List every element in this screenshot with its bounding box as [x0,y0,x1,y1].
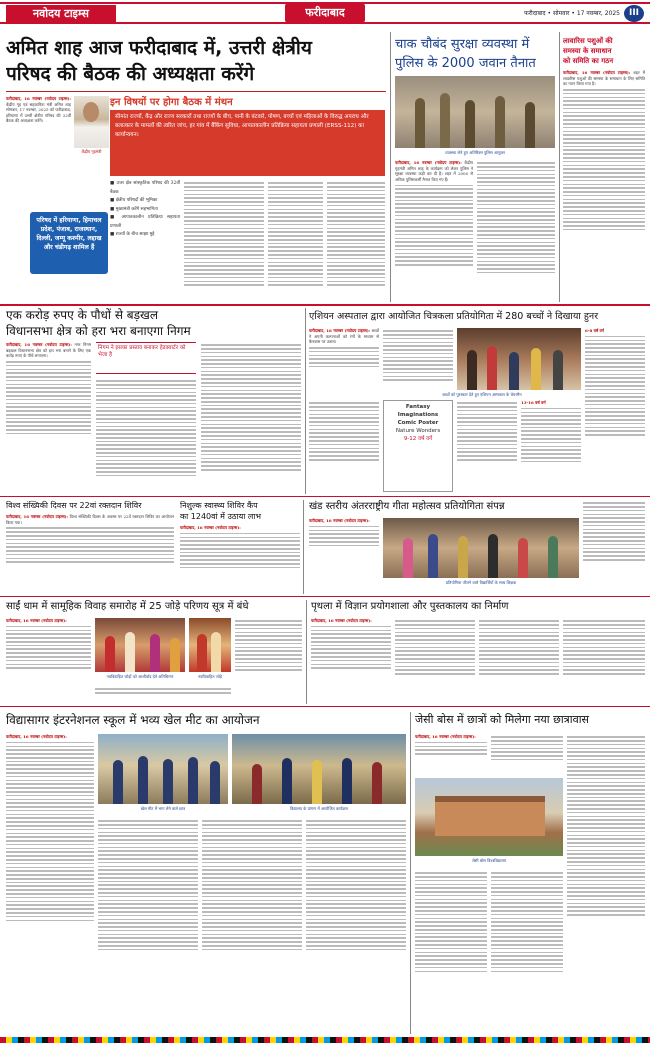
agenda-box: सीमांत राज्यों, केंद्र और राज्य सरकारों तथा राज्यों के बीच, पानी के बंटवारे, पोषण, बच्चों एवं महिलाओं के विरुद्ध अपराध और बलात्कार के मामलों की त्वरित जांच, हर गांव में बैंकिंग सुविधा, आपातकालीन प्रतिक्रिया सहायता प्रणाली (ERSS-112) का कार्यान्वयन। [110,110,385,176]
drawing-body-1 [309,328,379,390]
plants-quote: निगम ने इसका प्रस्ताव बनाकर हेडक्वार्टर को भेजा है [96,342,196,374]
col-divider [410,712,411,1034]
wedding-caption-2: नवविवाहित जोड़े [198,674,222,679]
security-headline-2: पुलिस के 2000 जवान तैनात [395,56,536,71]
bullet-text: आपातकालीन प्रतिक्रिया सहायता प्रणाली [110,215,180,229]
person [525,102,535,148]
hostel-body-5 [491,870,563,1034]
gita-photo [383,518,579,578]
person [415,98,425,148]
bullet-item [110,180,180,197]
col-divider [559,32,560,302]
drawing-photo [457,328,581,390]
hostel-body-4 [415,870,487,1034]
person [372,762,382,804]
person [553,350,563,390]
section-rule [0,304,650,306]
person [312,760,322,804]
wedding-body-3 [95,686,231,702]
wedding-photo-1 [95,618,185,672]
sports-dateline: फरीदाबाद, 16 नवम्बर (नवोदय टाइम्स): [6,734,67,739]
gita-body-2 [583,500,645,592]
lead-body-col3 [184,180,264,298]
building-shape [435,796,545,836]
bullet-icon: ■ [110,206,116,212]
security-text: केंद्रीय गृहमंत्री अमित शाह के कार्यक्रम को लेकर पुलिस ने सुरक्षा व्यवस्था कड़ी कर दी है। शहर में 2000 से अधिक पुलिसकर्मी तैनात किए गए हैं। [395,160,473,182]
lead-dateline: फरीदाबाद, 16 नवम्बर (नवोदय टाइम्स): [6,96,71,101]
plants-headline-1: एक करोड़ रुपए के पौधों से बड़खल [6,308,158,322]
person [211,632,221,672]
person [163,759,173,804]
animals-headline-3: को समिति का गठन [563,57,614,65]
sports-photo-2 [232,734,406,804]
animals-text: शहर में लावारिस पशुओं की समस्या के समाधान के लिए समिति का गठन किया गया है। [563,70,645,87]
sports-body-2 [98,818,198,1034]
security-photo [395,76,555,148]
sports-body-4 [306,818,406,1034]
person [197,634,207,672]
animals-body [563,70,645,300]
lead-bullets [110,180,180,298]
person [487,346,497,390]
age-group-2: 9-12 वर्ष वर्ग [403,436,433,442]
plants-body-3 [201,342,301,492]
security-headline-1: चाक चौबंद सुरक्षा व्यवस्था में [395,37,530,52]
drawing-caption: बच्चों को पुरस्कार देते हुए एशियन अस्पताल के चेयरमैन [442,392,522,397]
gita-headline: खंड स्तरीय अंतरराष्ट्रीय गीता महोत्सव प्रतियोगिता संपन्न [309,501,505,512]
masthead [0,0,650,28]
plants-dateline: फरीदाबाद, 16 नवम्बर (नवोदय टाइम्स): [6,342,72,347]
amit-shah-caption: केंद्रीय गृहमंत्री [81,149,102,154]
person [495,96,505,148]
person [403,538,413,578]
person [548,536,558,578]
wedding-body-1 [6,618,91,702]
fantasy-box [383,400,453,492]
col-divider [305,308,306,494]
bullet-text: क्षेत्रीय परिषदों की भूमिका [115,198,158,203]
drawing-body-6 [521,400,581,492]
bullet-icon: ■ [110,198,116,203]
col-divider [306,600,307,704]
hostel-body-2 [491,734,563,774]
col-divider [390,32,391,302]
face-shape [83,102,99,122]
wedding-photo-2 [189,618,231,672]
person [138,756,148,804]
sports-headline: विद्यासागर इंटरनेशनल स्कूल में भव्य खेल मीट का आयोजन [6,713,260,727]
fantasy-title: Fantasy Imaginations [397,404,439,418]
bullet-item [110,206,180,215]
animals-headline-1: लावारिस पशुओं की [563,37,613,45]
science-headline: पृथला में विज्ञान प्रयोगशाला और पुस्तकालय का निर्माण [311,601,509,612]
person [428,534,438,578]
person [465,100,475,148]
science-body-1 [311,618,391,702]
person [105,636,115,672]
wedding-dateline: फरीदाबाद, 16 नवम्बर (नवोदय टाइम्स): [6,618,67,623]
person [188,757,198,804]
nature-wonders: Nature Wonders [395,428,441,434]
drawing-body-4 [309,400,379,492]
fisheries-headline: विश्व संख्यिकी दिवस पर 22वां रक्तदान शिविर [6,501,142,510]
science-body-4 [563,618,645,702]
bullet-item [110,214,180,231]
brand-logo: नवोदय टाइम्स [6,5,116,22]
plants-body-2 [96,378,196,492]
person [170,638,180,672]
age-group-3: 13-16 वर्ष वर्ग [521,400,546,405]
person [125,632,135,672]
bullet-item [110,197,180,206]
person [342,758,352,804]
person [518,538,528,578]
bullet-icon: ■ [110,215,122,220]
drawing-body-3 [585,328,645,490]
security-dateline: फरीदाबाद, 16 नवम्बर (नवोदय टाइम्स): [395,160,462,165]
drawing-headline: एशियन अस्पताल द्वारा आयोजित चित्रकला प्रतियोगिता में 280 बच्चों ने दिखाया हुनर [309,311,599,322]
health-body [180,525,300,592]
lead-body-col5 [327,180,385,298]
security-body-1 [395,160,473,300]
drawing-body-2 [383,328,453,390]
fisheries-text: विश्व संख्यिकी दिवस के अवसर पर 22वें रक्तदान शिविर का आयोजन किया गया। [6,514,174,525]
sports-caption-1: खेल मीट में भाग लेने वाले छात्र [140,806,186,811]
security-caption: व्यवस्था लेते हुए अतिरिक्त पुलिस आयुक्त [445,150,505,155]
lead-body-col4 [268,180,323,298]
bullet-item [110,231,180,240]
health-headline-1: निशुल्क स्वास्थ्य शिविर कैंप [180,501,258,510]
lead-headline-1: अमित शाह आज फरीदाबाद में, उत्तरी क्षेत्रीय [6,37,312,59]
amit-shah-photo [74,96,109,148]
person [488,534,498,578]
wedding-headline: साईं धाम में सामूहिक विवाह समारोह में 25 जोड़े परिणय सूत्र में बंधे [6,601,249,612]
drawing-dateline: फरीदाबाद, 16 नवम्बर (नवोदय टाइम्स): [309,328,371,333]
section-rule [0,496,650,497]
drawing-text: बच्चों ने अपनी कल्पनाओं को रंगों के माध्यम से कैनवास पर उतारा। [309,328,379,345]
science-dateline: फरीदाबाद, 16 नवम्बर (नवोदय टाइम्स): [311,618,372,623]
gita-dateline: फरीदाबाद, 16 नवम्बर (नवोदय टाइम्स): [309,518,370,523]
drawing-body-5 [457,400,517,492]
person [113,760,123,804]
science-body-3 [479,618,559,702]
color-registration-bar [0,1037,650,1043]
animals-headline-2: समस्या के समाधान [563,47,612,55]
dateline: फरीदाबाद • सोमवार • 17 नवम्बर, 2025 [524,10,620,17]
bullet-text: राज्यों के बीच साझा मुद्दे [115,232,155,237]
age-group-1: 6-8 वर्ष वर्ग [585,328,605,333]
city-banner: फरीदाबाद [285,3,365,23]
health-dateline: फरीदाबाद, 16 नवम्बर (नवोदय टाइम्स): [180,525,241,530]
bullet-icon: ■ [110,232,116,237]
animals-dateline: फरीदाबाद, 16 नवम्बर (नवोदय टाइम्स): [563,70,631,75]
bullet-icon: ■ [110,181,117,186]
bullet-text: मुख्यमंत्री करेंगे सहभागिता [115,206,158,212]
plants-text: नगर निगम बड़खल विधानसभा क्षेत्र को हरा भरा बनाने के लिए एक करोड़ रुपए के पौधे लगाएगा। [6,342,91,359]
person [282,758,292,804]
person [531,348,541,390]
person [150,634,160,672]
person [440,93,450,148]
lead-lede: केंद्रीय गृह एवं सहकारिता मंत्री अमित शाह सोमवार, 17 नवम्बर, 2025 को फरीदाबाद, हरियाणा में उत्तरी क्षेत्रीय परिषद की 32वीं बैठक की अध्यक्षता करेंगे। [6,101,71,124]
plants-headline-2: विधानसभा क्षेत्र को हरा भरा बनाएगा निगम [6,324,191,338]
lead-headline-2: परिषद की बैठक की अध्यक्षता करेंगे [6,63,255,85]
section-rule [0,706,650,707]
plants-body-1 [6,342,91,492]
bullet-text: उत्तर क्षेत्र सांस्कृतिक परिषद की 32वीं बैठक [110,181,180,195]
col-divider [303,500,304,594]
comic-poster: Comic Poster [397,420,439,426]
person [509,352,519,390]
person [210,761,220,804]
security-body-2 [477,160,555,300]
sports-body-3 [202,818,302,1034]
sports-caption-2: विद्यालय के प्रांगण में आयोजित कार्यक्रम [290,806,348,811]
sports-photo-1 [98,734,228,804]
person [467,350,477,390]
sports-body-1 [6,734,94,1034]
person [252,764,262,804]
section-rule [0,596,650,597]
science-body-2 [395,618,475,702]
states-box: परिषद में हरियाणा, हिमाचल प्रदेश, पंजाब, राजस्थान, दिल्ली, जम्मू कश्मीर, लद्दाख और चंडीगढ़ शामिल हैं [30,212,108,274]
hostel-headline: जेसी बोस में छात्रों को मिलेगा नया छात्रावास [415,713,589,726]
wedding-body-2 [235,618,302,702]
agenda-title: इन विषयों पर होगा बैठक में मंथन [110,97,233,108]
wedding-caption-1: नवविवाहित जोड़ों को आशीर्वाद देते अतिथिगण [106,674,174,679]
hostel-photo [415,778,563,856]
hostel-body-1 [415,734,487,774]
hostel-caption: जेसी बोस विश्वविद्यालय [471,858,507,863]
fisheries-dateline: फरीदाबाद, 16 नवम्बर (नवोदय टाइम्स): [6,514,69,519]
gita-body-1 [309,518,379,574]
page-number: III [624,5,644,22]
hostel-dateline: फरीदाबाद, 16 नवम्बर (नवोदय टाइम्स): [415,734,476,739]
hostel-body-3 [567,734,645,1034]
health-headline-2: का 1240वां में उठाया लाभ [180,512,261,521]
person [458,536,468,578]
fisheries-body [6,514,174,592]
lead-divider [6,91,386,92]
gita-caption: प्रतियोगिता जीतने वाले विद्यार्थियों के साथ शिक्षक [445,580,517,585]
